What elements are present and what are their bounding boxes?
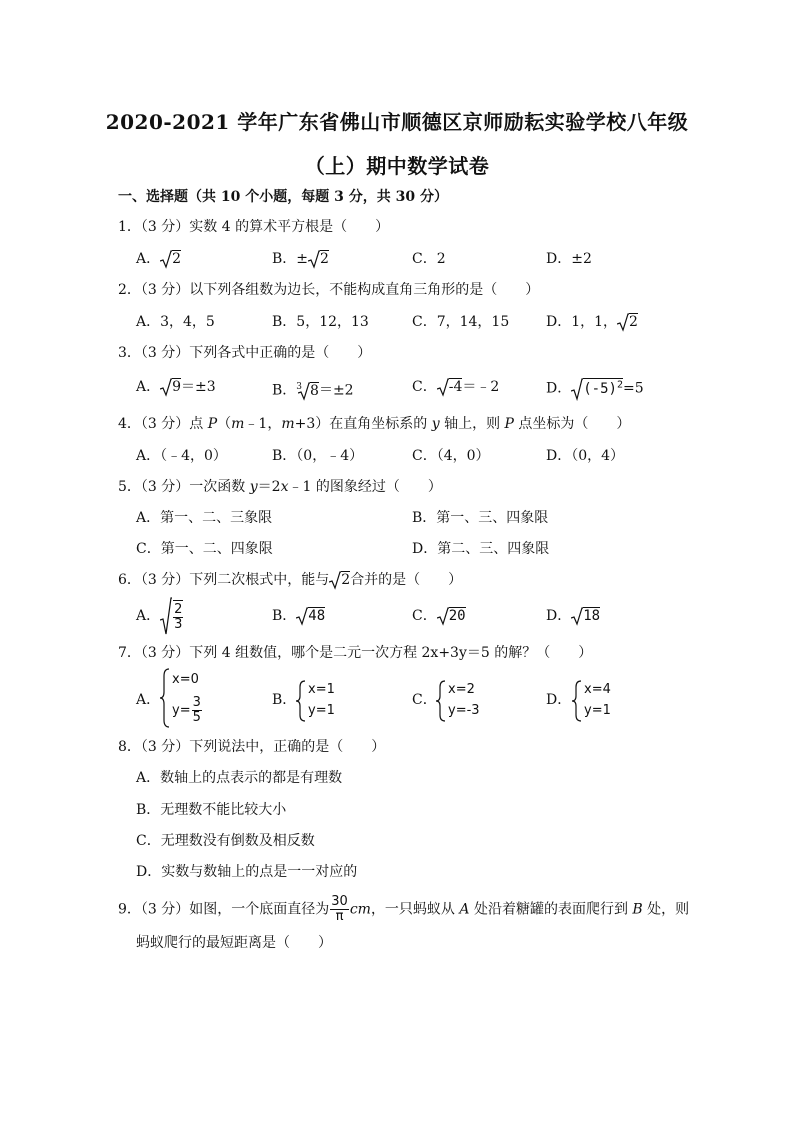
question-1-stem: 1．（3 分）实数 4 的算术平方根是（ ） <box>118 219 390 235</box>
sqrt-sign-icon <box>296 606 308 626</box>
exam-title-line1: 2020-2021 学年广东省佛山市顺德区京师励耘实验学校八年级 <box>105 110 689 134</box>
q3-option-a[interactable]: A． 9＝±3 <box>136 379 216 395</box>
q7-option-a-label[interactable]: A． <box>136 692 161 708</box>
left-brace-icon <box>296 680 306 722</box>
q6-option-a[interactable]: A． $\frac{2}{3}$ <box>136 596 184 636</box>
section-heading: 一、选择题（共 10 个小题，每题 3 分，共 30 分） <box>118 189 448 205</box>
question-3-stem: 3．（3 分）下列各式中正确的是（ ） <box>118 345 372 361</box>
sqrt-sign-icon <box>437 377 449 397</box>
q1-option-d[interactable]: D．±2 <box>546 251 592 267</box>
q2-option-b[interactable]: B．5，12，13 <box>272 314 369 330</box>
question-9-stem-line2: 蚂蚁爬行的最短距离是（ ） <box>136 935 332 951</box>
q8-option-a[interactable]: A．数轴上的点表示的都是有理数 <box>136 770 343 786</box>
sqrt-sign-icon <box>437 606 449 626</box>
question-7-stem: 7．（3 分）下列 4 组数值，哪个是二元一次方程 2x+3y＝5 的解？（ ） <box>118 645 593 661</box>
q5-option-b[interactable]: B．第一、三、四象限 <box>412 510 549 526</box>
q1-option-c[interactable]: C．2 <box>412 251 446 267</box>
q7-option-b-label[interactable]: B． <box>272 692 297 708</box>
q5-option-a[interactable]: A．第一、二、三象限 <box>136 510 273 526</box>
q6-option-b[interactable]: B． 48 <box>272 608 326 624</box>
question-4-stem: 4．（3 分）点 P（m﹣1，m+3）在直角坐标系的 y 轴上，则 P 点坐标为（ ） <box>118 416 631 432</box>
sqrt-sign-icon <box>160 249 172 269</box>
q2-option-c[interactable]: C．7，14，15 <box>412 314 510 330</box>
q8-option-b[interactable]: B．无理数不能比较大小 <box>136 802 287 818</box>
q3-option-c[interactable]: C． -4＝﹣2 <box>412 379 500 395</box>
sqrt-sign-icon <box>571 377 583 401</box>
sqrt-sign-icon <box>160 377 172 397</box>
q5-option-c[interactable]: C．第一、二、四象限 <box>136 541 273 557</box>
sqrt-sign-icon <box>160 596 172 636</box>
q3-option-d[interactable]: D． $(-5)^2=5$ <box>546 375 644 401</box>
q7-option-c-label[interactable]: C． <box>412 692 437 708</box>
q7-option-d-system[interactable]: x=4 y=1 <box>572 680 632 722</box>
q6-option-d[interactable]: D． 18 <box>546 608 601 624</box>
q4-option-b[interactable]: B．（0，﹣4） <box>272 448 364 464</box>
q4-option-c[interactable]: C．（4，0） <box>412 448 490 464</box>
question-8-stem: 8．（3 分）下列说法中，正确的是（ ） <box>118 739 386 755</box>
q8-option-c[interactable]: C．无理数没有倒数及相反数 <box>136 833 315 849</box>
q1-option-b[interactable]: B．± 2 <box>272 251 329 267</box>
q7-option-c-system[interactable]: x=2 y=-3 <box>436 680 506 722</box>
q7-option-b-system[interactable]: x=1 y=1 <box>296 680 356 722</box>
q4-option-d[interactable]: D．（0，4） <box>546 448 625 464</box>
sqrt-sign-icon <box>298 381 310 401</box>
q7-option-a-system[interactable]: x=0 y= $\frac{3}{5}$ <box>160 668 220 728</box>
q6-option-c[interactable]: C． 20 <box>412 608 466 624</box>
left-brace-icon <box>160 668 170 728</box>
sqrt-sign-icon <box>617 312 629 332</box>
q7-option-d-label[interactable]: D． <box>546 692 572 708</box>
q4-option-a[interactable]: A．（﹣4，0） <box>136 448 227 464</box>
left-brace-icon <box>436 680 446 722</box>
question-6-stem: 6．（3 分）下列二次根式中，能与 2合并的是（ ） <box>118 572 463 588</box>
exam-title-line2: （上）期中数学试卷 <box>304 154 490 178</box>
left-brace-icon <box>572 680 582 722</box>
sqrt-sign-icon <box>329 570 341 590</box>
q8-option-d[interactable]: D．实数与数轴上的点是一一对应的 <box>136 864 358 880</box>
q2-option-a[interactable]: A．3，4，5 <box>136 314 215 330</box>
question-5-stem: 5．（3 分）一次函数 y＝2x﹣1 的图象经过（ ） <box>118 479 442 495</box>
sqrt-sign-icon <box>571 606 583 626</box>
sqrt-sign-icon <box>308 249 320 269</box>
question-9-stem: 9．（3 分）如图，一个底面直径为 $\frac{30}{\pi}$ cm，一只蚂蚁从 A 处沿着糖罐的表面爬行到 B 处，则 <box>118 894 690 924</box>
q2-option-d[interactable]: D．1，1， 2 <box>546 314 638 330</box>
q1-option-a[interactable]: A． 2 <box>136 251 182 267</box>
question-2-stem: 2．（3 分）以下列各组数为边长，不能构成直角三角形的是（ ） <box>118 282 540 298</box>
q5-option-d[interactable]: D．第二、三、四象限 <box>412 541 550 557</box>
q3-option-b[interactable]: B．$^3$ 8＝±2 <box>272 382 354 399</box>
